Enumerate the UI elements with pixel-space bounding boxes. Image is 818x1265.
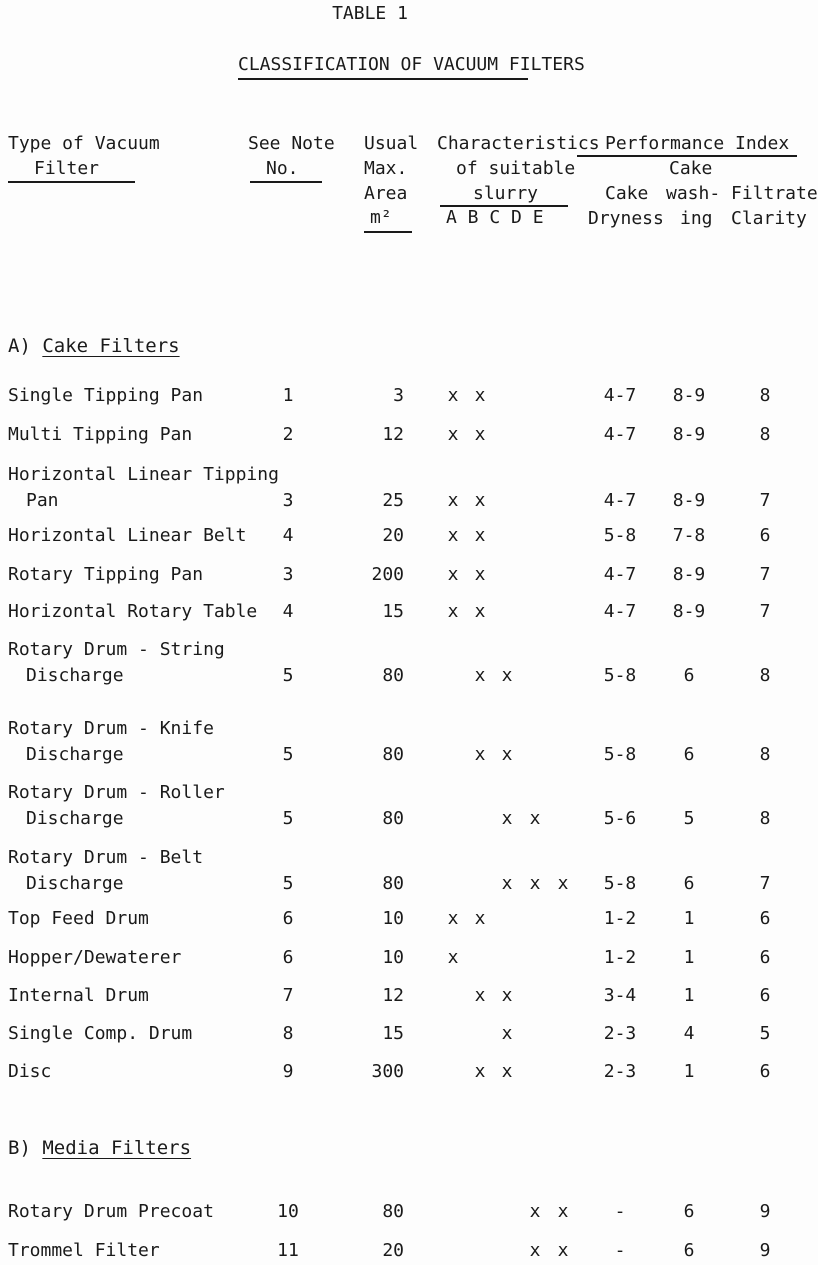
slurry-mark-D: x — [529, 808, 541, 829]
header-wash-line1: Cake — [669, 158, 713, 179]
note-number: 6 — [282, 947, 294, 968]
max-area: 3 — [393, 385, 404, 406]
header-char-letters: A B C D E — [446, 207, 544, 228]
cake-washing: 6 — [683, 1240, 695, 1261]
filtrate-clarity: 5 — [759, 1023, 771, 1044]
note-number: 10 — [277, 1201, 299, 1222]
section-heading — [8, 1137, 191, 1159]
filter-type-name: Single Comp. Drum — [8, 1023, 193, 1044]
note-number: 4 — [282, 525, 294, 546]
cake-washing: 8-9 — [672, 385, 706, 406]
header-dry-line2: Dryness — [588, 208, 664, 229]
slurry-mark-B: x — [474, 744, 486, 765]
filtrate-clarity: 8 — [759, 744, 771, 765]
filter-type-name: Rotary Drum - Knife — [8, 718, 214, 739]
filtrate-clarity: 6 — [759, 947, 771, 968]
slurry-mark-C: x — [501, 744, 513, 765]
note-number: 5 — [282, 665, 294, 686]
slurry-mark-E: x — [557, 1240, 569, 1261]
table-row — [0, 422, 800, 448]
note-number: 2 — [282, 424, 294, 445]
slurry-mark-A: x — [447, 490, 459, 511]
note-number: 3 — [282, 490, 294, 511]
slurry-mark-B: x — [474, 385, 486, 406]
table-number: TABLE 1 — [332, 3, 408, 24]
max-area: 20 — [382, 525, 404, 546]
slurry-mark-C: x — [501, 1061, 513, 1082]
header-clar-line2: Clarity — [731, 208, 807, 229]
cake-dryness: 4-7 — [603, 564, 637, 585]
cake-dryness: 5-8 — [603, 525, 637, 546]
filtrate-clarity: 8 — [759, 808, 771, 829]
note-number: 4 — [282, 601, 294, 622]
filter-type-name: Top Feed Drum — [8, 908, 149, 929]
note-number: 1 — [282, 385, 294, 406]
max-area: 15 — [382, 601, 404, 622]
slurry-mark-B: x — [474, 601, 486, 622]
max-area: 80 — [382, 744, 404, 765]
slurry-mark-D: x — [529, 1201, 541, 1222]
cake-washing: 4 — [683, 1023, 695, 1044]
cake-dryness: 3-4 — [603, 985, 637, 1006]
table-row — [0, 716, 800, 768]
slurry-mark-B: x — [474, 490, 486, 511]
cake-dryness: 5-8 — [603, 873, 637, 894]
table-row — [0, 462, 800, 514]
slurry-mark-C: x — [501, 1023, 513, 1044]
cake-washing: 8-9 — [672, 490, 706, 511]
table-row — [0, 1059, 800, 1085]
header-wash-line2: wash- — [666, 183, 721, 204]
filtrate-clarity: 7 — [759, 601, 771, 622]
note-number: 8 — [282, 1023, 294, 1044]
note-number: 6 — [282, 908, 294, 929]
table-row — [0, 1021, 800, 1047]
filtrate-clarity: 7 — [759, 564, 771, 585]
slurry-mark-C: x — [501, 665, 513, 686]
filter-type-name: Single Tipping Pan — [8, 385, 204, 406]
table-row — [0, 383, 800, 409]
cake-washing: 1 — [683, 1061, 695, 1082]
max-area: 15 — [382, 1023, 404, 1044]
cake-dryness: 4-7 — [603, 601, 637, 622]
max-area: 200 — [371, 564, 404, 585]
slurry-mark-B: x — [474, 564, 486, 585]
header-wash-line3: ing — [680, 208, 713, 229]
table-row — [0, 906, 800, 932]
table-row — [0, 1199, 800, 1225]
cake-dryness: 2-3 — [603, 1023, 637, 1044]
filter-type-name: Rotary Drum - String — [8, 639, 225, 660]
header-area-line3: Area — [364, 183, 408, 204]
header-type-rule — [8, 181, 135, 183]
table-row — [0, 945, 800, 971]
table-row — [0, 780, 800, 832]
slurry-mark-A: x — [447, 525, 459, 546]
table-title: CLASSIFICATION OF VACUUM FILTERS — [238, 54, 528, 80]
slurry-mark-C: x — [501, 985, 513, 1006]
filtrate-clarity: 8 — [759, 665, 771, 686]
cake-washing: 7-8 — [672, 525, 706, 546]
cake-dryness: - — [614, 1240, 626, 1261]
cake-washing: 1 — [683, 908, 695, 929]
header-char-line1: Characteristics — [437, 133, 600, 154]
filtrate-clarity: 6 — [759, 985, 771, 1006]
filter-type-name-continued: Discharge — [26, 665, 124, 686]
cake-washing: 6 — [683, 1201, 695, 1222]
cake-dryness: 5-8 — [603, 744, 637, 765]
filter-type-name: Rotary Drum Precoat — [8, 1201, 214, 1222]
table-row — [0, 562, 800, 588]
header-type-line1: Type of Vacuum — [8, 133, 160, 154]
cake-dryness: 2-3 — [603, 1061, 637, 1082]
header-dry-line1: Cake — [605, 183, 649, 204]
table-row — [0, 523, 800, 549]
note-number: 3 — [282, 564, 294, 585]
filter-type-name: Trommel Filter — [8, 1240, 160, 1261]
header-note-line2: No. — [266, 158, 299, 179]
max-area: 80 — [382, 1201, 404, 1222]
cake-washing: 6 — [683, 665, 695, 686]
table-row — [0, 983, 800, 1009]
filtrate-clarity: 6 — [759, 908, 771, 929]
header-perf-title: Performance Index — [605, 133, 790, 154]
slurry-mark-A: x — [447, 908, 459, 929]
note-number: 9 — [282, 1061, 294, 1082]
max-area: 10 — [382, 908, 404, 929]
cake-washing: 6 — [683, 873, 695, 894]
cake-dryness: 4-7 — [603, 385, 637, 406]
slurry-mark-C: x — [501, 808, 513, 829]
max-area: 20 — [382, 1240, 404, 1261]
section-label: Cake Filters — [42, 335, 180, 357]
filtrate-clarity: 9 — [759, 1240, 771, 1261]
header-perf-rule — [577, 155, 797, 157]
header-area-line4: m² — [370, 207, 392, 228]
filtrate-clarity: 8 — [759, 385, 771, 406]
filtrate-clarity: 8 — [759, 424, 771, 445]
slurry-mark-B: x — [474, 985, 486, 1006]
table-row — [0, 637, 800, 689]
max-area: 25 — [382, 490, 404, 511]
slurry-mark-D: x — [529, 873, 541, 894]
slurry-mark-A: x — [447, 601, 459, 622]
header-type-line2: Filter — [34, 158, 100, 179]
header-area-line1: Usual — [364, 133, 419, 154]
filter-type-name: Rotary Tipping Pan — [8, 564, 204, 585]
cake-washing: 1 — [683, 947, 695, 968]
table-row — [0, 1238, 800, 1264]
filter-type-name-continued: Discharge — [26, 808, 124, 829]
note-number: 7 — [282, 985, 294, 1006]
header-area-line2: Max. — [364, 158, 408, 179]
slurry-mark-E: x — [557, 1201, 569, 1222]
table-row — [0, 599, 800, 625]
header-note-rule — [250, 181, 322, 183]
filter-type-name: Rotary Drum - Roller — [8, 782, 225, 803]
cake-washing: 8-9 — [672, 424, 706, 445]
header-note-line1: See Note — [248, 133, 335, 154]
filter-type-name: Hopper/Dewaterer — [8, 947, 182, 968]
slurry-mark-C: x — [501, 873, 513, 894]
slurry-mark-A: x — [447, 947, 459, 968]
section-label: Media Filters — [42, 1137, 192, 1159]
max-area: 10 — [382, 947, 404, 968]
filtrate-clarity: 6 — [759, 525, 771, 546]
max-area: 12 — [382, 424, 404, 445]
filtrate-clarity: 7 — [759, 490, 771, 511]
cake-dryness: 4-7 — [603, 490, 637, 511]
cake-dryness: 1-2 — [603, 908, 637, 929]
header-area-rule — [364, 231, 412, 233]
header-char-line2: of suitable — [456, 158, 576, 179]
filter-type-name-continued: Pan — [26, 490, 59, 511]
note-number: 5 — [282, 873, 294, 894]
filter-type-name: Internal Drum — [8, 985, 149, 1006]
filtrate-clarity: 9 — [759, 1201, 771, 1222]
cake-dryness: 1-2 — [603, 947, 637, 968]
cake-washing: 8-9 — [672, 601, 706, 622]
max-area: 12 — [382, 985, 404, 1006]
filter-type-name: Horizontal Linear Tipping — [8, 464, 279, 485]
slurry-mark-B: x — [474, 908, 486, 929]
slurry-mark-B: x — [474, 665, 486, 686]
cake-dryness: 5-6 — [603, 808, 637, 829]
max-area: 80 — [382, 808, 404, 829]
section-prefix: A) — [8, 335, 43, 357]
cake-dryness: 5-8 — [603, 665, 637, 686]
filter-type-name-continued: Discharge — [26, 744, 124, 765]
slurry-mark-A: x — [447, 564, 459, 585]
filter-type-name: Horizontal Linear Belt — [8, 525, 247, 546]
table-row — [0, 845, 800, 897]
filter-type-name-continued: Discharge — [26, 873, 124, 894]
slurry-mark-B: x — [474, 1061, 486, 1082]
section-heading — [8, 335, 180, 357]
cake-washing: 6 — [683, 744, 695, 765]
header-char-line3: slurry — [473, 183, 539, 204]
slurry-mark-E: x — [557, 873, 569, 894]
cake-washing: 1 — [683, 985, 695, 1006]
section-prefix: B) — [8, 1137, 43, 1159]
filter-type-name: Disc — [8, 1061, 52, 1082]
note-number: 11 — [277, 1240, 299, 1261]
filtrate-clarity: 7 — [759, 873, 771, 894]
filter-type-name: Multi Tipping Pan — [8, 424, 193, 445]
filter-type-name: Horizontal Rotary Table — [8, 601, 258, 622]
cake-dryness: 4-7 — [603, 424, 637, 445]
cake-washing: 8-9 — [672, 564, 706, 585]
note-number: 5 — [282, 808, 294, 829]
slurry-mark-A: x — [447, 424, 459, 445]
slurry-mark-D: x — [529, 1240, 541, 1261]
max-area: 300 — [371, 1061, 404, 1082]
cake-washing: 5 — [683, 808, 695, 829]
slurry-mark-A: x — [447, 385, 459, 406]
header-clar-line1: Filtrate — [731, 183, 818, 204]
max-area: 80 — [382, 665, 404, 686]
filtrate-clarity: 6 — [759, 1061, 771, 1082]
note-number: 5 — [282, 744, 294, 765]
slurry-mark-B: x — [474, 424, 486, 445]
slurry-mark-B: x — [474, 525, 486, 546]
cake-dryness: - — [614, 1201, 626, 1222]
max-area: 80 — [382, 873, 404, 894]
filter-type-name: Rotary Drum - Belt — [8, 847, 204, 868]
